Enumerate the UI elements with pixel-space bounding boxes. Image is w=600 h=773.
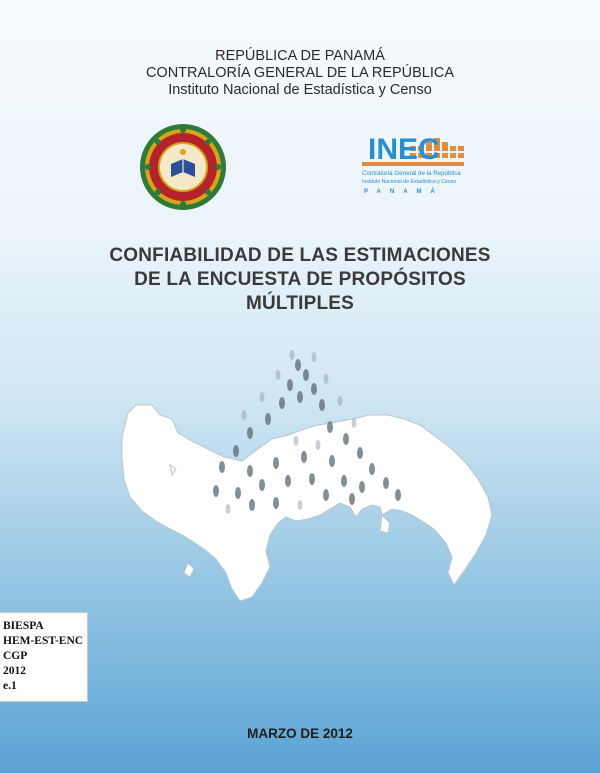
- stamp-line-5: e.1: [3, 680, 17, 692]
- stamp-line-4: 2012: [3, 665, 26, 677]
- country-name: REPÚBLICA DE PANAMÁ: [215, 48, 385, 64]
- cover-header: [0, 48, 600, 99]
- institution-name: CONTRALORÍA GENERAL DE LA REPÚBLICA: [145, 65, 455, 81]
- stamp-line-1: BIESPA: [3, 620, 44, 632]
- inec-subtitle-3: PANAMÁ: [364, 189, 444, 195]
- title-line-3: MÚLTIPLES: [245, 293, 355, 314]
- inec-subtitle-1: Contraloría General de la República: [362, 170, 461, 177]
- inec-wordmark: INEC: [368, 133, 440, 166]
- stamp-line-2: HEM-EST-ENC: [3, 635, 84, 647]
- inec-logo-icon: [358, 128, 470, 200]
- title-line-2: DE LA ENCUESTA DE PROPÓSITOS: [134, 269, 466, 290]
- publication-date: MARZO DE 2012: [247, 726, 353, 741]
- stamp-line-3: CGP: [3, 650, 28, 662]
- institute-name: Instituto Nacional de Estadística y Censo: [168, 82, 432, 98]
- panama-map-people-icon: [100, 345, 510, 615]
- library-stamp: [0, 612, 88, 702]
- report-title: [0, 244, 600, 316]
- contraloria-seal-icon: [138, 122, 228, 212]
- inec-subtitle-2: Instituto Nacional de Estadística y Censo: [362, 179, 457, 185]
- title-line-1: CONFIABILIDAD DE LAS ESTIMACIONES: [109, 245, 491, 266]
